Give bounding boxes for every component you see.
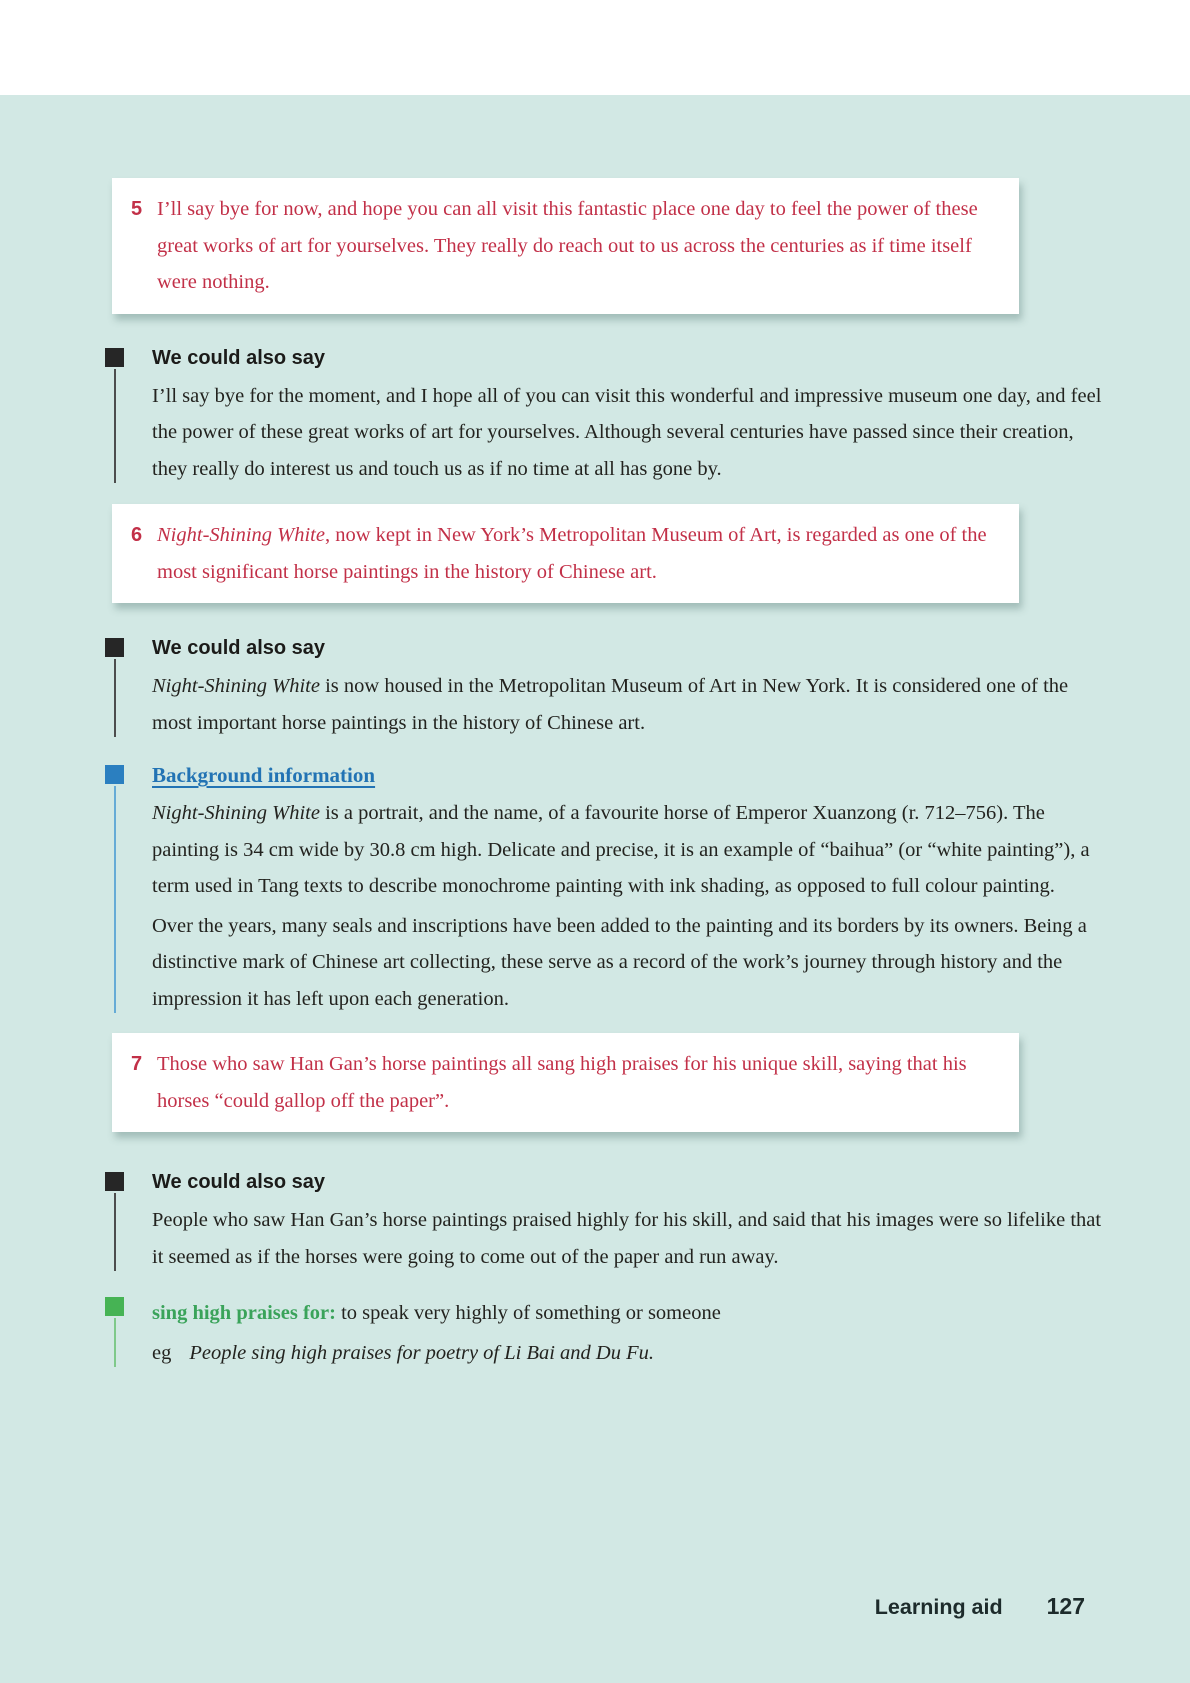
background-paragraph-2: Over the years, many seals and inscriptions have been added to the painting and its borders by its owners. Being a distinctive mark of Chinese art collecting, these serve as a record of the work’s journey through history and the impression it has left upon each generation. [152,914,1087,1010]
page-footer [875,1593,1085,1620]
background-paragraph-1: Night-Shining White is a portrait, and the name, of a favourite horse of Emperor Xuanzong (r. 712–756). The painting is 34 cm wide by 30.8 cm high. Delicate and precise, it is an example of “baihua” (or “white painting”), a term used in Tang texts to describe monochrome painting with ink shading, as opposed to full colour painting. [152,802,1090,897]
we-could-also-say-note-7 [105,1170,1108,1275]
note-heading: We could also say [152,1171,326,1193]
note-rail-line [114,786,116,1013]
page-content [105,95,1108,1371]
vocabulary-note [105,1295,1108,1371]
note-bullet-square [105,1172,124,1191]
note-bullet-square [105,1297,124,1316]
quote-text: I’ll say bye for now, and hope you can all visit this fantastic place one day to feel the power of these great works of art for yourselves. They really do reach out to us across the centuries as if time itself were nothing. [157,198,978,293]
painting-title: Night-Shining White [157,524,325,546]
note-heading: We could also say [152,637,326,659]
note-paragraph: Night-Shining White is now housed in the Metropolitan Museum of Art in New York. It is considered one of the most important horse paintings in the history of Chinese art. [152,675,1069,734]
example-sentence: People sing high praises for poetry of Li Bai and Du Fu. [189,1341,655,1364]
page-number: 127 [1046,1593,1085,1619]
vocab-term: sing high praises for: [152,1302,336,1324]
note-paragraph: I’ll say bye for the moment, and I hope all of you can visit this wonderful and impressive museum one day, and feel the power of these great works of art for yourselves. Although several centuries have passed since their creation, they really do interest us and touch us as if no time at all has gone by. [152,384,1102,480]
note-bullet-square [105,765,124,784]
we-could-also-say-note-5 [105,346,1108,488]
painting-title: Night-Shining White [152,675,320,697]
note-rail [105,765,124,1013]
footer-section-label: Learning aid [874,1595,1003,1619]
quote-text: Those who saw Han Gan’s horse paintings all sang high praises for his unique skill, saying that his horses “could gallop off the paper”. [157,1053,967,1112]
note-rail-line [114,1193,116,1271]
note-bullet-square [105,638,124,657]
quote-box-5 [112,178,1019,314]
painting-title: Night-Shining White [152,802,320,824]
note-rail-line [114,1318,116,1367]
quote-text: Night-Shining White, now kept in New York’s Metropolitan Museum of Art, is regarded as one of the most significant horse paintings in the history of Chinese art. [157,524,987,583]
vocab-definition-line: sing high praises for: to speak very highly of something or someone [152,1302,721,1324]
note-rail [105,1297,124,1367]
quote-number: 5 [131,198,143,220]
background-information-note [105,763,1108,1017]
note-paragraph: People who saw Han Gan’s horse paintings praised highly for his skill, and said that his images were so lifelike that it seemed as if the horses were going to come out of the paper and run away. [152,1209,1102,1268]
vocab-example-line [152,1335,1108,1372]
example-label: eg [152,1341,172,1364]
we-could-also-say-note-6 [105,636,1108,741]
quote-number: 6 [131,524,143,546]
note-rail [105,1172,124,1271]
quote-box-7 [112,1033,1019,1132]
note-rail-line [114,659,116,737]
background-information-link[interactable]: Background information [152,763,376,787]
note-rail [105,348,124,484]
note-rail [105,638,124,737]
quote-box-6 [112,504,1019,603]
quote-number: 7 [131,1053,143,1075]
note-heading: We could also say [152,346,326,369]
note-rail-line [114,369,116,484]
note-bullet-square [105,348,124,367]
